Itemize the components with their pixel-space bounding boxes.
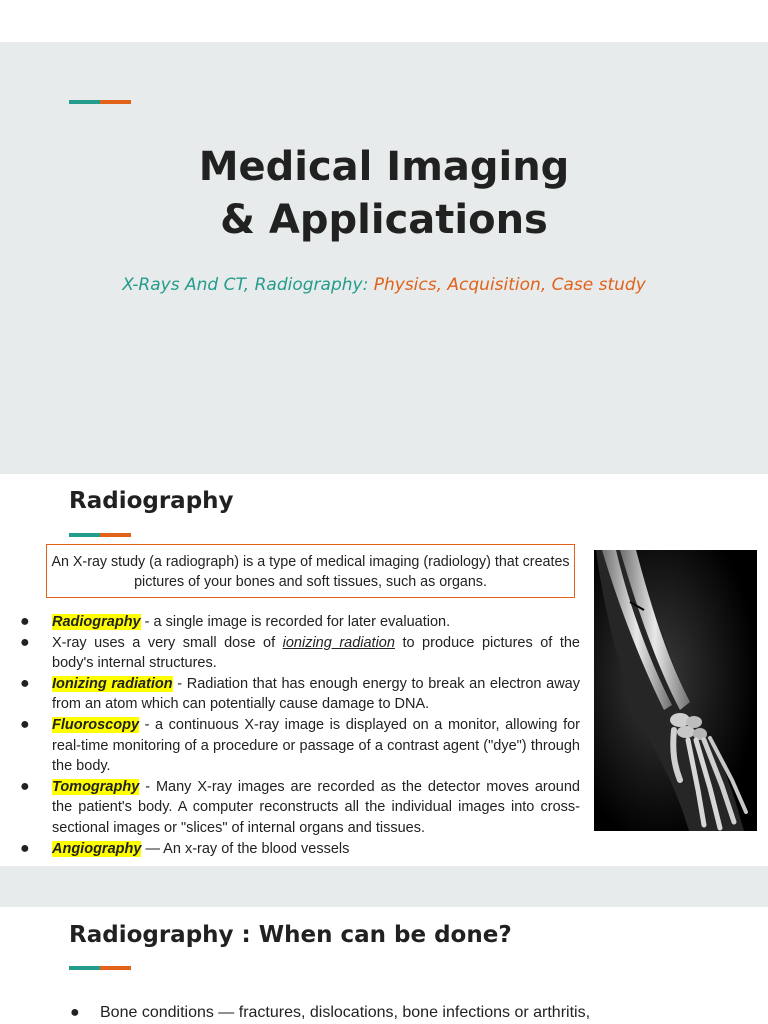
radiography-bullet-list (20, 612, 580, 859)
title-line-1: Medical Imaging (198, 144, 570, 190)
term-description: — An x-ray of the blood vessels (141, 840, 350, 857)
list-item (20, 777, 580, 839)
subtitle-topic: X-Rays And CT, Radiography: (122, 275, 369, 295)
title-slide (0, 42, 768, 474)
term-description: - Many X-ray images are recorded as the detector moves around the patient's body. A computer reconstructs all the individual images into cross-sectional images or "slices" of internal organs and tissues. (52, 778, 580, 836)
term-description: - Radiation that has enough energy to break an electron away from an atom which can potentially cause damage to DNA. (52, 675, 580, 713)
term-description: - a single image is recorded for later evaluation. (140, 614, 451, 630)
radiography-accent-bar (69, 533, 131, 537)
radiography-heading: Radiography (69, 488, 234, 514)
term-highlight: Radiography (52, 614, 141, 630)
subtitle-sections: Physics, Acquisition, Case study (373, 275, 646, 295)
bullet-icon: ● (70, 1004, 80, 1021)
title-accent-bar (69, 100, 131, 104)
list-item (20, 674, 580, 715)
bullet-icon: ● (20, 674, 30, 692)
accent-teal-segment (69, 100, 100, 104)
accent-teal-segment (69, 533, 100, 537)
list-item (20, 839, 580, 860)
term-highlight: Tomography (52, 778, 140, 795)
bullet-icon: ● (20, 839, 30, 857)
term-highlight: Angiography (52, 840, 142, 857)
list-item (70, 1002, 750, 1024)
when-accent-bar (69, 966, 131, 970)
bullet-icon: ● (20, 633, 30, 651)
title-line-2: & Applications (220, 197, 548, 243)
when-bullet-list (70, 1002, 750, 1024)
list-item (20, 612, 580, 633)
slide-separator (0, 866, 768, 907)
item-text-post: to produce pictures of the body's internal structures. (52, 634, 580, 672)
xray-illustration (594, 550, 757, 831)
bullet-icon: ● (20, 715, 30, 733)
accent-teal-segment (69, 966, 100, 970)
accent-orange-segment (100, 533, 131, 537)
bullet-icon: ● (20, 777, 30, 795)
accent-orange-segment (100, 966, 131, 970)
list-item (20, 715, 580, 777)
bullet-icon: ● (20, 613, 30, 630)
when-heading: Radiography : When can be done? (69, 922, 512, 948)
term-highlight: Fluoroscopy (52, 716, 140, 733)
term-highlight: Ionizing radiation (52, 675, 173, 692)
ionizing-radiation-link[interactable]: ionizing radiation (282, 634, 395, 651)
list-item-text: Bone conditions — fractures, dislocations, bone infections or arthritis, (100, 1004, 591, 1021)
slide-title (0, 141, 768, 247)
slide-subtitle (0, 273, 768, 297)
term-description: - a continuous X-ray image is displayed on a monitor, allowing for real-time monitoring of a procedure or passage of a contrast agent ("dye") through the body. (52, 716, 580, 775)
list-item (20, 633, 580, 674)
item-text-pre: X-ray uses a very small dose of (52, 634, 283, 651)
definition-callout: An X-ray study (a radiograph) is a type of medical imaging (radiology) that creates pictures of your bones and soft tissues, such as organs. (46, 544, 575, 598)
forearm-xray-image (594, 550, 757, 831)
accent-orange-segment (100, 100, 131, 104)
